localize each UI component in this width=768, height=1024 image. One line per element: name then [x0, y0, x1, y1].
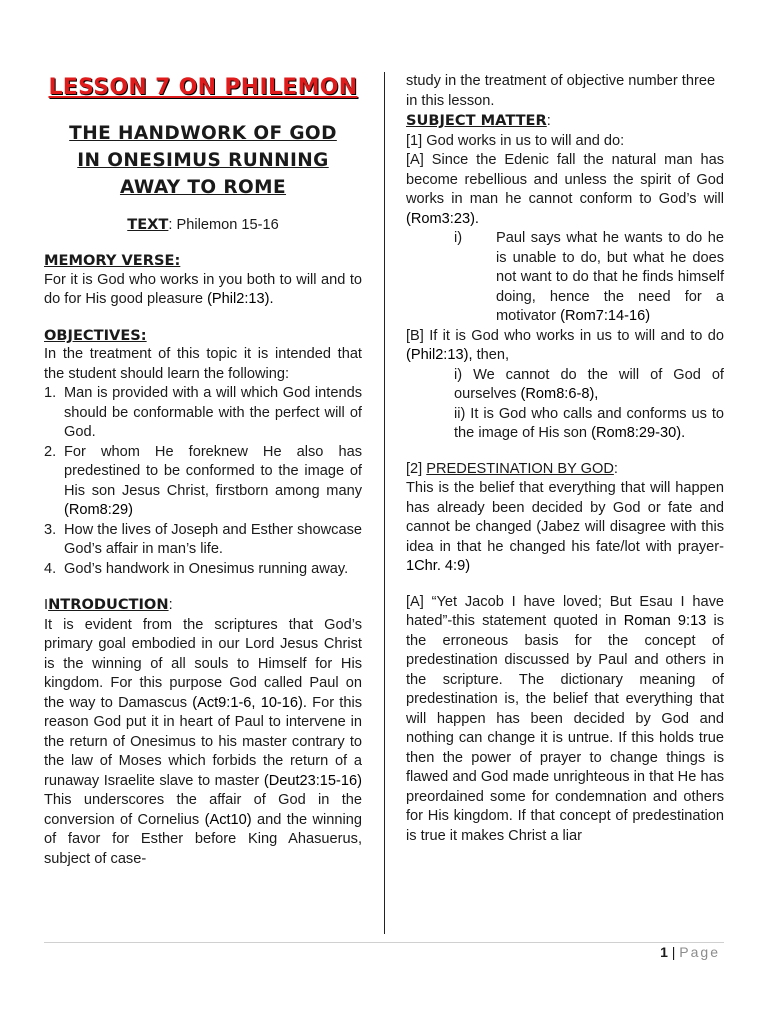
page-number [660, 944, 720, 960]
subject-matter-title: SUBJECT MATTER [406, 112, 547, 129]
list-text: How the lives of Joseph and Esther showcase God’s affair in man’s life. [64, 521, 362, 557]
subject-1a-i-text: Paul says what he wants to do he is unable to do, but what he does not want to do that he finds himself doing, hence the need for a motivator [496, 230, 724, 324]
list-number: 4. [44, 560, 57, 577]
memory-verse-heading: MEMORY VERSE: [44, 252, 181, 269]
list-ref: (Rom8:29) [64, 502, 133, 518]
objectives-heading: OBJECTIVES: [44, 326, 147, 344]
subject-1b-ref: (Phil2:13), [406, 347, 473, 363]
intro-ref: (Deut23:15-16) [263, 772, 362, 789]
subject-1b-ii [406, 405, 724, 444]
subject-1a-label: [A] [406, 152, 424, 168]
introduction-body [44, 616, 362, 870]
column-divider [384, 72, 385, 934]
text-value: : Philemon 15-16 [168, 216, 279, 233]
predestination-prefix: [2] [406, 460, 427, 477]
left-column [44, 72, 362, 869]
introduction-heading [44, 595, 362, 616]
footer-rule [44, 942, 724, 943]
list-text: For whom He foreknew He also has predestined to be conformed to the image of His son Jesus Christ, firstborn among many [64, 443, 362, 499]
introduction-section [44, 595, 362, 869]
memory-verse-section [44, 251, 362, 310]
main-title-line-1: THE HANDWORK OF GOD [69, 122, 337, 144]
predestination-text: This is the belief that everything that will happen has already been decided by God or fate and cannot be changed (Jabez will disagree with this idea in that he changed his fate/lot with prayer- [406, 480, 724, 555]
predestination-colon: : [613, 460, 618, 477]
introduction-heading-initial: I [44, 597, 49, 613]
main-title-line-3: AWAY TO ROME [119, 176, 287, 198]
predestination-title: PREDESTINATION BY GOD [426, 460, 614, 477]
subject-1a-text: Since the Edenic fall the natural man has become rebellious and unless the spirit of God works in man he cannot conform to God’s will [406, 152, 724, 207]
page-separator: | [667, 944, 680, 960]
page-number-value: 1 [660, 944, 668, 960]
list-text: God’s handwork in Onesimus running away. [64, 560, 349, 577]
subject-1a-i-ref: (Rom7:14-16) [560, 308, 651, 324]
list-item [44, 384, 362, 443]
subject-1a-ref: (Rom3:23). [406, 210, 479, 227]
introduction-heading-rest: NTRODUCTION [48, 596, 169, 613]
subject-1a [406, 151, 724, 229]
subject-1b-i-text: i) We cannot do the will of God of ourselves [454, 366, 724, 402]
list-number: 3. [44, 521, 57, 538]
intro-text: For this reason God put it in heart of Paul to intervene in the return of Onesimus to his master contrary to the law of Moses which forbids the return of a runaway Israelite slave to master [44, 694, 362, 789]
subject-1b-label: [B] [406, 327, 424, 344]
predestination-a-label: [A] [406, 593, 424, 610]
predestination-heading [406, 460, 724, 480]
main-title-line-2: IN ONESIMUS RUNNING [77, 149, 329, 171]
subject-matter-colon: : [546, 113, 551, 129]
introduction-colon: : [168, 597, 173, 613]
subject-1-label: [1] God works in us to will and do: [406, 132, 625, 149]
introduction-continued: study in the treatment of objective number three in this lesson. [406, 73, 716, 109]
list-text: Man is provided with a will which God intends should be conformable with the perfect will of God. [64, 385, 362, 440]
objectives-section [44, 326, 362, 580]
predestination-a-text: “Yet Jacob I have loved; But Esau I have hated”-this statement quoted in [406, 593, 724, 629]
roman-numeral: i) [454, 230, 463, 246]
text-reference [44, 215, 362, 236]
intro-text: It is evident from the scriptures that God’s primary goal embodied in our Lord Jesus Christ is the winning of all souls to Himself for His kingdom. For this purpose God called Paul on the way to Damascus [44, 616, 362, 711]
subject-1b-i [406, 366, 724, 405]
objectives-intro: In the treatment of this topic it is intended that the student should learn the following: [44, 346, 362, 382]
predestination-body [406, 479, 724, 577]
objectives-list [44, 384, 362, 579]
intro-text: and the winning of favor for Esther before King Ahasuerus, subject of case- [44, 811, 362, 867]
list-number: 2. [44, 443, 57, 460]
subject-1b-ii-ref: (Rom8:29-30). [591, 425, 686, 441]
right-column [406, 72, 724, 846]
memory-verse-ref: (Phil2:13). [207, 291, 274, 307]
predestination-a [406, 593, 724, 847]
list-item [44, 560, 362, 580]
memory-verse-text: For it is God who works in you both to will and to do for His good pleasure [44, 271, 362, 307]
main-title [44, 120, 362, 201]
memory-verse-body [44, 271, 362, 310]
predestination-ref: 1Chr. 4:9) [406, 558, 471, 574]
page-word: Page [679, 944, 720, 960]
predestination-a-text-2: is the erroneous basis for the concept of predestination discussed by Paul and others in the scripture. The dictionary meaning of predestination is, the belief that everything that will happen has been decided by God and nothing can change it is untrue. If this holds true then the power of prayer to change things is flawed and God made unrighteous in that He has preordained some for condemnation and others for His kingdom. If that concept of predestination is true it makes Christ a liar [406, 613, 725, 844]
intro-ref: (Act9:1-6, 10-16). [192, 694, 307, 711]
lesson-title: LESSON 7 ON PHILEMON [48, 75, 358, 100]
subject-1a-i [406, 229, 724, 327]
intro-ref: (Act10) [204, 811, 252, 828]
subject-1b [406, 327, 724, 366]
subject-1b-ii-text: ii) It is God who calls and conforms us to the image of His son [454, 405, 724, 441]
intro-text: This underscores the affair of God in the conversion of Cornelius [44, 792, 362, 828]
subject-1b-i-ref: (Rom8:6-8), [520, 386, 599, 402]
list-item [44, 521, 362, 560]
text-label: TEXT [127, 215, 169, 233]
subject-matter-heading [406, 111, 724, 132]
subject-1b-text-2: then, [472, 347, 510, 363]
predestination-a-ref: Roman 9:13 [623, 613, 707, 629]
list-item [44, 443, 362, 521]
subject-1b-text: If it is God who works in us to will and to do [423, 327, 724, 344]
list-number: 1. [44, 385, 57, 401]
